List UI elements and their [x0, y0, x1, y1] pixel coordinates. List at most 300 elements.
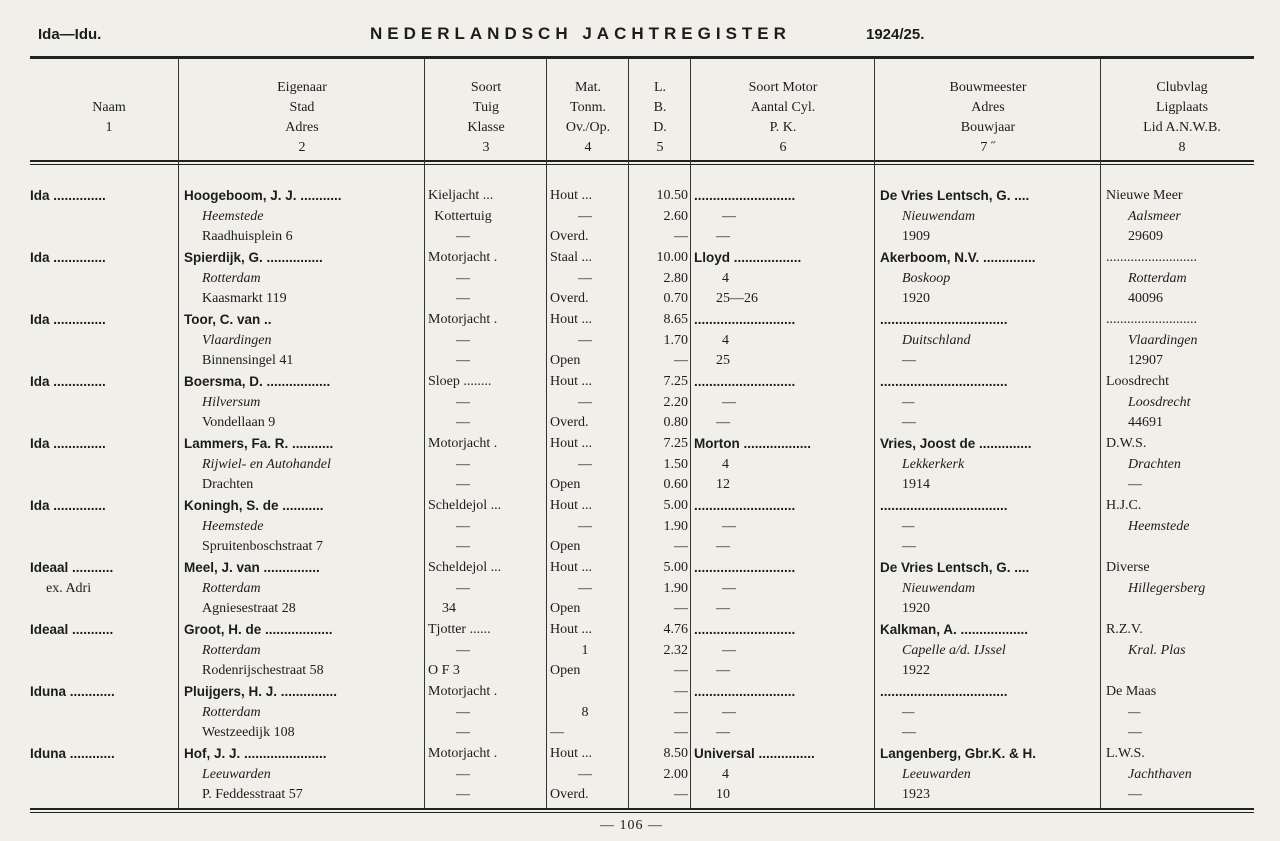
cell-line: — [674, 787, 688, 802]
table-row [0, 434, 1280, 496]
cell-line: Hout ... [550, 498, 592, 513]
cell-line: — [674, 539, 688, 554]
table-row [0, 186, 1280, 248]
cell-line: Ideaal ........... [30, 560, 114, 575]
column-header-line: Aantal Cyl. [750, 100, 816, 115]
cell-line: — [716, 229, 730, 244]
cell-line: Vondellaan 9 [202, 415, 276, 430]
cell-line: — [674, 663, 688, 678]
cell-line: Rotterdam [202, 580, 261, 596]
cell-club [1106, 620, 1266, 682]
cell-naam [30, 186, 176, 248]
cell-motor [694, 372, 874, 434]
cell-line: Open [550, 353, 581, 368]
cell-mat [550, 682, 626, 744]
cell-line: 10 [716, 787, 730, 802]
cell-line: — [902, 518, 915, 534]
cell-line: De Vries Lentsch, G. .... [880, 560, 1030, 575]
cell-eigenaar [184, 248, 422, 310]
cell-soort [428, 682, 546, 744]
cell-line: — [722, 580, 736, 596]
column-header-line: D. [653, 120, 667, 135]
cell-line [30, 765, 176, 786]
cell-line: ........................... [694, 560, 796, 575]
cell-line: Rotterdam [202, 642, 261, 658]
cell-line: — [716, 539, 730, 554]
cell-line: Lloyd .................. [694, 250, 802, 265]
cell-line: Leeuwarden [202, 766, 271, 782]
column-header-line: P. K. [769, 120, 797, 135]
cell-club [1106, 248, 1266, 310]
cell-eigenaar [184, 620, 422, 682]
cell-line: Boersma, D. ................. [184, 374, 331, 389]
cell-club [1106, 186, 1266, 248]
cell-line: — [674, 601, 688, 616]
cell-line: Agniesestraat 28 [202, 601, 296, 616]
cell-line [30, 269, 176, 290]
cell-line: Kaasmarkt 119 [202, 291, 287, 306]
cell-naam [30, 372, 176, 434]
cell-line: Lammers, Fa. R. ........... [184, 436, 334, 451]
cell-line: — [722, 704, 736, 720]
cell-lbd [630, 558, 688, 620]
table-row [0, 372, 1280, 434]
cell-line: — [674, 684, 688, 699]
cell-soort [428, 496, 546, 558]
cell-line [30, 331, 176, 352]
column-header-line: B. [653, 100, 667, 115]
cell-line: ........................... [694, 684, 796, 699]
cell-line: Kral. Plas [1128, 642, 1186, 658]
column-header-line: Ligplaats [1155, 100, 1209, 115]
cell-line: ex. Adri [46, 580, 92, 596]
cell-line [1106, 537, 1266, 558]
cell-line: Westzeedijk 108 [202, 725, 295, 740]
cell-eigenaar [184, 186, 422, 248]
cell-line: — [456, 518, 470, 534]
cell-line: ........................... [694, 622, 796, 637]
cell-line: — [456, 353, 470, 368]
cell-line: 1.90 [663, 518, 688, 534]
cell-line: Overd. [550, 415, 589, 430]
cell-line: De Maas [1106, 684, 1157, 699]
cell-line: — [456, 704, 470, 720]
column-header-line: Stad [289, 100, 315, 115]
cell-line: — [456, 291, 470, 306]
page-range-label: Ida—Idu. [38, 26, 102, 43]
cell-line: — [456, 766, 470, 782]
cell-motor [694, 682, 874, 744]
cell-bouw [880, 682, 1098, 744]
column-header-line: Soort [470, 80, 502, 95]
top-rule [30, 56, 1254, 59]
cell-line: Leeuwarden [902, 766, 971, 782]
cell-line: 8 [581, 704, 589, 720]
cell-line: Toor, C. van .. [184, 312, 272, 327]
cell-line: Ideaal ........... [30, 622, 114, 637]
cell-bouw [880, 620, 1098, 682]
cell-line: 40096 [1128, 291, 1163, 306]
column-header-line: 7 ˝ [980, 140, 996, 155]
cell-line: 29609 [1128, 229, 1163, 244]
cell-line: .................................. [880, 684, 1008, 699]
cell-line: — [578, 580, 592, 596]
cell-line: Spruitenboschstraat 7 [202, 539, 323, 554]
column-header-line: 2 [298, 140, 306, 155]
cell-lbd [630, 372, 688, 434]
cell-line: Loosdrecht [1128, 394, 1191, 410]
cell-bouw [880, 186, 1098, 248]
cell-line: — [550, 725, 564, 740]
cell-motor [694, 744, 874, 806]
cell-line: Open [550, 477, 581, 492]
cell-line: Loosdrecht [1106, 374, 1169, 389]
cell-line: Hout ... [550, 436, 592, 451]
cell-line: Universal ............... [694, 746, 815, 761]
cell-eigenaar [184, 434, 422, 496]
cell-line: 8.65 [663, 312, 688, 327]
cell-line: Heemstede [202, 518, 264, 534]
cell-line: Open [550, 601, 581, 616]
column-header-line: Lid A.N.W.B. [1143, 120, 1221, 135]
cell-line: 1923 [902, 787, 930, 802]
cell-bouw [880, 434, 1098, 496]
cell-line: .................................. [880, 498, 1008, 513]
cell-club [1106, 558, 1266, 620]
cell-line [30, 785, 176, 806]
table-row [0, 682, 1280, 744]
cell-line: — [716, 725, 730, 740]
cell-line: Open [550, 663, 581, 678]
cell-line: ........................... [694, 188, 796, 203]
cell-line: Ida .............. [30, 312, 106, 327]
cell-line: Nieuwendam [902, 208, 976, 224]
page-title: NEDERLANDSCH JACHTREGISTER [370, 24, 791, 43]
cell-line: Ida .............. [30, 498, 106, 513]
cell-line: — [722, 642, 736, 658]
cell-line: Pluijgers, H. J. ............... [184, 684, 338, 699]
cell-line: 1 [581, 642, 589, 658]
cell-line: Hillegersberg [1128, 580, 1206, 596]
cell-line: — [456, 580, 470, 596]
cell-line: — [456, 725, 470, 740]
table-row [0, 620, 1280, 682]
cell-line: — [578, 456, 592, 472]
cell-line: Morton .................. [694, 436, 811, 451]
cell-lbd [630, 744, 688, 806]
cell-line: Scheldejol ... [428, 560, 502, 575]
cell-line: Koningh, S. de ........... [184, 498, 324, 513]
table-row [0, 558, 1280, 620]
cell-line: Ida .............. [30, 374, 106, 389]
column-header-5 [630, 78, 690, 158]
cell-line: Vlaardingen [202, 332, 272, 348]
cell-line: — [902, 725, 916, 740]
cell-motor [694, 558, 874, 620]
cell-line: — [578, 332, 592, 348]
cell-mat [550, 248, 626, 310]
cell-line: Vlaardingen [1128, 332, 1198, 348]
cell-soort [428, 186, 546, 248]
cell-eigenaar [184, 310, 422, 372]
cell-bouw [880, 310, 1098, 372]
column-header-line: Klasse [467, 120, 505, 135]
cell-soort [428, 744, 546, 806]
cell-line [30, 207, 176, 228]
cell-lbd [630, 496, 688, 558]
cell-line: Rotterdam [1128, 270, 1187, 286]
cell-naam [30, 558, 176, 620]
cell-line: — [902, 704, 915, 720]
cell-line: 4 [722, 456, 729, 472]
column-header-line: Naam [92, 100, 126, 115]
cell-eigenaar [184, 496, 422, 558]
cell-line: Hout ... [550, 188, 592, 203]
cell-line: Heemstede [1128, 518, 1190, 534]
cell-line: Motorjacht . [428, 684, 498, 699]
cell-line: Ida .............. [30, 250, 106, 265]
cell-line: Meel, J. van ............... [184, 560, 320, 575]
cell-line: ........................... [694, 498, 796, 513]
cell-line: 4 [722, 332, 729, 348]
cell-line: Hout ... [550, 746, 592, 761]
cell-club [1106, 434, 1266, 496]
bottom-rule-thin [30, 812, 1254, 813]
page-number: — 106 — [600, 818, 663, 833]
cell-motor [694, 186, 874, 248]
cell-line: .................................. [880, 374, 1008, 389]
cell-line: — [722, 208, 736, 224]
cell-line: Kottertuig [434, 208, 492, 224]
cell-line: Iduna ............ [30, 684, 115, 699]
cell-club [1106, 496, 1266, 558]
cell-mat [550, 186, 626, 248]
cell-line: Nieuwe Meer [1106, 188, 1183, 203]
cell-motor [694, 310, 874, 372]
cell-mat [550, 372, 626, 434]
cell-line: Motorjacht . [428, 746, 498, 761]
cell-line: .......................... [1106, 250, 1197, 265]
cell-line: 2.20 [663, 394, 688, 410]
cell-line: 25 [716, 353, 730, 368]
cell-lbd [630, 620, 688, 682]
cell-lbd [630, 186, 688, 248]
cell-line: 0.60 [663, 477, 688, 492]
cell-motor [694, 434, 874, 496]
cell-line: 12 [716, 477, 730, 492]
cell-line: .................................. [880, 312, 1008, 327]
column-header-line: 6 [779, 140, 787, 155]
cell-line: 4 [722, 270, 729, 286]
cell-line [30, 537, 176, 558]
cell-line: — [456, 477, 470, 492]
cell-line [30, 641, 176, 662]
cell-line [30, 227, 176, 248]
column-header-3 [426, 78, 546, 158]
cell-lbd [630, 434, 688, 496]
cell-line: D.W.S. [1106, 436, 1147, 451]
cell-mat [550, 558, 626, 620]
cell-line [30, 475, 176, 496]
cell-line: — [902, 353, 916, 368]
cell-line: Rotterdam [202, 704, 261, 720]
cell-line: R.Z.V. [1106, 622, 1143, 637]
cell-line: — [456, 332, 470, 348]
cell-line: Overd. [550, 291, 589, 306]
column-header-8 [1102, 78, 1262, 158]
table-row [0, 496, 1280, 558]
cell-line: 0.80 [663, 415, 688, 430]
cell-line [30, 599, 176, 620]
column-header-6 [692, 78, 874, 158]
cell-line: Boskoop [902, 270, 951, 286]
cell-line: — [456, 456, 470, 472]
cell-line: Scheldejol ... [428, 498, 502, 513]
cell-line [30, 351, 176, 372]
cell-line: Diverse [1106, 560, 1150, 575]
cell-line: — [578, 766, 592, 782]
cell-line: — [902, 539, 916, 554]
cell-naam [30, 310, 176, 372]
cell-lbd [630, 248, 688, 310]
cell-line: Vries, Joost de .............. [880, 436, 1032, 451]
cell-line [30, 393, 176, 414]
column-header-line: 5 [656, 140, 664, 155]
cell-line [30, 413, 176, 434]
cell-line: — [456, 394, 470, 410]
column-header-2 [180, 78, 424, 158]
cell-club [1106, 744, 1266, 806]
column-header-4 [548, 78, 628, 158]
cell-line: 1922 [902, 663, 930, 678]
cell-line: — [1128, 704, 1141, 720]
column-header-line: L. [653, 80, 667, 95]
cell-line: 44691 [1128, 415, 1163, 430]
column-header-line: Soort Motor [748, 80, 818, 95]
cell-line: Hilversum [202, 394, 261, 410]
cell-bouw [880, 558, 1098, 620]
cell-line: Binnensingel 41 [202, 353, 294, 368]
cell-line: Kalkman, A. .................. [880, 622, 1029, 637]
cell-line: 2.32 [663, 642, 688, 658]
cell-line: 1.90 [663, 580, 688, 596]
cell-line: 2.80 [663, 270, 688, 286]
cell-line: 10.00 [656, 250, 688, 265]
cell-line: — [716, 415, 730, 430]
cell-line: 7.25 [663, 374, 688, 389]
column-header-line: Adres [285, 120, 319, 135]
cell-line: Motorjacht . [428, 312, 498, 327]
column-header-line: Bouwmeester [949, 80, 1027, 95]
cell-line: ........................... [694, 312, 796, 327]
cell-line: Aalsmeer [1128, 208, 1181, 224]
cell-line [550, 682, 626, 703]
cell-line: — [716, 663, 730, 678]
cell-line: De Vries Lentsch, G. .... [880, 188, 1030, 203]
cell-line: P. Feddesstraat 57 [202, 787, 303, 802]
cell-soort [428, 310, 546, 372]
header-rule [30, 160, 1254, 162]
cell-line [1106, 661, 1266, 682]
cell-line: Groot, H. de .................. [184, 622, 333, 637]
cell-line [1106, 599, 1266, 620]
cell-line: 2.00 [663, 766, 688, 782]
cell-line: 1.50 [663, 456, 688, 472]
cell-line: Langenberg, Gbr.K. & H. [880, 746, 1037, 761]
header-rule-thin [30, 164, 1254, 165]
cell-line: Rijwiel- en Autohandel [202, 456, 331, 472]
cell-bouw [880, 248, 1098, 310]
table-row [0, 744, 1280, 806]
cell-line: — [578, 394, 592, 410]
cell-line: 7.25 [663, 436, 688, 451]
cell-naam [30, 248, 176, 310]
cell-line: H.J.C. [1106, 498, 1142, 513]
cell-line [30, 661, 176, 682]
cell-line: 1920 [902, 291, 930, 306]
cell-line: — [578, 270, 592, 286]
cell-line: — [674, 353, 688, 368]
cell-line: Duitschland [902, 332, 971, 348]
cell-line: Lekkerkerk [902, 456, 965, 472]
column-header-line: Adres [971, 100, 1005, 115]
cell-eigenaar [184, 682, 422, 744]
cell-eigenaar [184, 744, 422, 806]
cell-line: — [1128, 725, 1142, 740]
cell-line: — [456, 270, 470, 286]
cell-line: — [716, 601, 730, 616]
column-header-line: Ov./Op. [565, 120, 611, 135]
cell-line: — [578, 518, 592, 534]
cell-lbd [630, 682, 688, 744]
cell-line: — [456, 415, 470, 430]
cell-line: Kieljacht ... [428, 188, 494, 203]
cell-soort [428, 434, 546, 496]
cell-naam [30, 682, 176, 744]
cell-line: 25—26 [716, 291, 758, 306]
cell-bouw [880, 496, 1098, 558]
cell-line: 4 [722, 766, 729, 782]
cell-line: Hout ... [550, 374, 592, 389]
cell-line: 2.60 [663, 208, 688, 224]
cell-line: Tjotter ...... [428, 622, 491, 637]
cell-line: — [902, 394, 915, 410]
cell-line: .......................... [1106, 312, 1197, 327]
cell-line: Motorjacht . [428, 436, 498, 451]
cell-line: — [456, 787, 470, 802]
cell-line: 12907 [1128, 353, 1163, 368]
cell-motor [694, 248, 874, 310]
cell-line [30, 455, 176, 476]
cell-line: Jachthaven [1128, 766, 1192, 782]
cell-line: Hout ... [550, 560, 592, 575]
cell-line [30, 723, 176, 744]
cell-line: Heemstede [202, 208, 264, 224]
cell-line: 5.00 [663, 560, 688, 575]
cell-naam [30, 744, 176, 806]
cell-line: Hof, J. J. ...................... [184, 746, 327, 761]
cell-line: Overd. [550, 787, 589, 802]
cell-line [30, 289, 176, 310]
cell-line: Open [550, 539, 581, 554]
column-header-line: 3 [482, 140, 490, 155]
column-header-7 [876, 78, 1100, 158]
cell-line [30, 703, 176, 724]
cell-line: Hout ... [550, 312, 592, 327]
cell-line: Drachten [202, 477, 254, 492]
cell-line: — [674, 725, 688, 740]
cell-motor [694, 620, 874, 682]
